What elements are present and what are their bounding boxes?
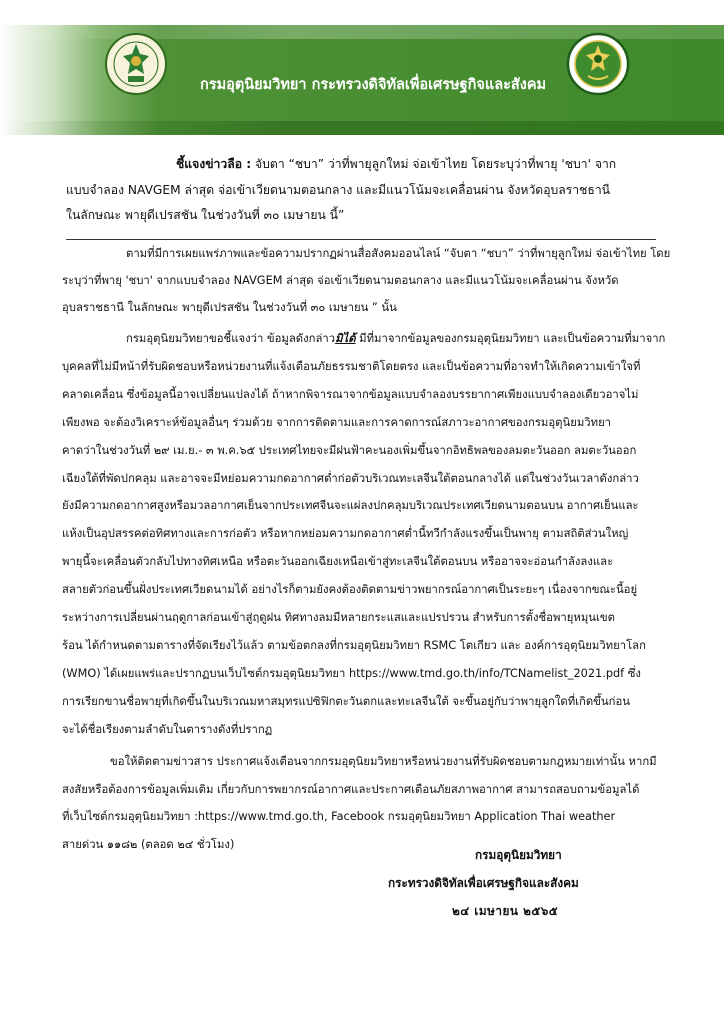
paragraph-3-line: สงสัยหรือต้องการข้อมูลเพิ่มเติม เกี่ยวกับการพยากรณ์อากาศและประกาศเตือนภัยสภาพอากาศ สามารถสอบถามข้อมูลได้ bbox=[62, 782, 640, 796]
rumor-headline bbox=[66, 152, 656, 240]
paragraph-3-line: ขอให้ติดตามข่าวสาร ประกาศแจ้งเตือนจากกรมอุตุนิยมวิทยาหรือหน่วยงานที่รับผิดชอบตามกฎหมายเท่านั้น หากมี bbox=[110, 754, 657, 768]
tmd-emblem-left-icon bbox=[104, 32, 168, 96]
paragraph-3-line: สายด่วน ๑๑๘๒ (ตลอด ๒๔ ชั่วโมง) bbox=[62, 838, 235, 852]
headline-line-3: ในลักษณะ พายุดีเปรสชัน ในช่วงวันที่ ๓๐ เมษายน นี้” bbox=[66, 208, 345, 222]
paragraph-2-line: (WMO) ได้เผยแพร่และปรากฏบนเว็บไซต์กรมอุตุนิยมวิทยา https://www.tmd.go.th/info/TCNamelist_2021.pdf ซึ่ง bbox=[62, 666, 641, 680]
paragraph-2-line: จะได้ชื่อเรียงตามลำดับในตารางดังที่ปรากฏ bbox=[62, 722, 273, 736]
paragraph-2-line: เพียงพอ จะต้องวิเคราะห์ข้อมูลอื่นๆ ร่วมด้วย จากการติดตามและการคาดการณ์สภาวะอากาศของกรมอุตุนิยมวิทยา bbox=[62, 415, 612, 429]
paragraph-2-line: บุคคลที่ไม่มีหน้าที่รับผิดชอบหรือหน่วยงานที่แจ้งเตือนภัยธรรมชาติโดยตรง และเป็นข้อความที่อาจทำให้เกิดความเข้าใจที่ bbox=[62, 359, 641, 373]
paragraph-2-line: กรมอุตุนิยมวิทยาขอชี้แจงว่า ข้อมูลดังกล่าวมิได้ มีที่มาจากข้อมูลของกรมอุตุนิยมวิทยา และเป็นข้อความที่มาจาก bbox=[126, 332, 666, 345]
document-body bbox=[62, 240, 674, 859]
paragraph-2-line: ร้อน ได้กำหนดตามตารางที่จัดเรียงไว้แล้ว ตามข้อตกลงที่กรมอุตุนิยมวิทยา RSMC โตเกียว และ องค์การอุตุนิยมวิทยาโลก bbox=[62, 638, 646, 652]
header-title: กรมอุตุนิยมวิทยา กระทรวงดิจิทัลเพื่อเศรษฐกิจและสังคม bbox=[200, 77, 547, 93]
paragraph-1-line: อุบลราชธานี ในลักษณะ พายุดีเปรสชัน ในช่วงวันที่ ๓๐ เมษายน ” นั้น bbox=[62, 301, 397, 314]
signature-date: ๒๔ เมษายน ๒๕๖๕ bbox=[452, 904, 559, 918]
paragraph-2-line: เฉียงใต้ที่พัดปกคลุม และอาจจะมีหย่อมความกดอากาศต่ำก่อตัวบริเวณทะเลจีนใต้ตอนกลางได้ แต่ในช่วงวันเวลาดังกล่าว bbox=[62, 471, 639, 485]
headline-label: ชี้แจงข่าวลือ : bbox=[176, 157, 252, 171]
paragraph-2-line: ยังมีความกดอากาศสูงหรือมวลอากาศเย็นจากประเทศจีนจะแผ่ลงปกคลุมบริเวณประเทศเวียดนามตอนบน อากาศเย็นและ bbox=[62, 499, 639, 513]
headline-line-2: แบบจำลอง NAVGEM ล่าสุด จ่อเข้าเวียดนามตอนกลาง และมีแนวโน้มจะเคลื่อนผ่าน จังหวัดอุบลราชธานี bbox=[66, 182, 611, 197]
headline-line-1: ชี้แจงข่าวลือ : จับตา “ชบา” ว่าที่พายุลูกใหม่ จ่อเข้าไทย โดยระบุว่าที่พายุ 'ชบา' จาก bbox=[176, 157, 617, 171]
paragraph-1-line: ตามที่มีการเผยแพร่ภาพและข้อความปรากฏผ่านสื่อสังคมออนไลน์ “จับตา “ชบา” ว่าที่พายุลูกใหม่ จ่อเข้าไทย โดย bbox=[126, 247, 671, 260]
paragraph-1-line: ระบุว่าที่พายุ 'ชบา' จากแบบจำลอง NAVGEM ล่าสุด จ่อเข้าเวียดนามตอนกลาง และมีแนวโน้มจะเคลื่อนผ่าน จังหวัด bbox=[62, 274, 619, 287]
paragraph-2-line: คลาดเคลื่อน ซึ่งข้อมูลนี้อาจเปลี่ยนแปลงได้ ถ้าหากพิจารณาจากข้อมูลแบบจำลองบรรยากาศเพียงแบบจำลองเดียวอาจไม่ bbox=[62, 387, 639, 401]
signature-org: กรมอุตุนิยมวิทยา bbox=[475, 848, 562, 862]
paragraph-2-line: ระหว่างการเปลี่ยนผ่านฤดูกาลก่อนเข้าสู่ฤดูฝน ทิศทางลมมีหลายกระแสและแปรปรวน สำหรับการตั้งชื่อพายุหมุนเขต bbox=[62, 611, 615, 625]
emphasis-not: มิได้ bbox=[335, 332, 356, 345]
paragraph-2-line: การเรียกขานชื่อพายุที่เกิดขึ้นในบริเวณมหาสมุทรแปซิฟิกตะวันตกและทะเลจีนใต้ จะขึ้นอยู่กับว่าพายุลูกใดที่เกิดขึ้นก่อน bbox=[62, 694, 630, 708]
paragraph-2-line: แห้งเป็นอุปสรรคต่อทิศทางและการก่อตัว หรือหากหย่อมความกดอากาศต่ำนี้ทวีกำลังแรงขึ้นเป็นพายุ ตามสถิติส่วนใหญ่ bbox=[62, 527, 629, 541]
paragraph-2-line: พายุนี้จะเคลื่อนตัวกลับไปทางทิศเหนือ หรือตะวันออกเฉียงเหนือเข้าสู่ทะเลจีนใต้ตอนบน หรืออาจจะอ่อนกำลังลงและ bbox=[62, 555, 614, 569]
tmd-emblem-right-icon bbox=[566, 32, 630, 96]
signature-ministry: กระทรวงดิจิทัลเพื่อเศรษฐกิจและสังคม bbox=[388, 876, 579, 890]
paragraph-2-line: คาดว่าในช่วงวันที่ ๒๙ เม.ย.- ๓ พ.ค.๖๕ ประเทศไทยจะมีฝนฟ้าคะนองเพิ่มขึ้นจากอิทธิพลของลมตะวันออก ลมตะวันออก bbox=[62, 443, 637, 457]
paragraph-2-line: สลายตัวก่อนขึ้นฝั่งประเทศเวียดนามได้ อย่างไรก็ตามยังคงต้องติดตามข่าวพยากรณ์อากาศเป็นระยะๆ เนื่องจากขณะนี้อยู่ bbox=[62, 583, 638, 597]
paragraph-3-line: ที่เว็บไซต์กรมอุตุนิยมวิทยา :https://www.tmd.go.th, Facebook กรมอุตุนิยมวิทยา Application Thai weather bbox=[62, 810, 616, 824]
banner-stripe-bottom bbox=[0, 121, 724, 135]
